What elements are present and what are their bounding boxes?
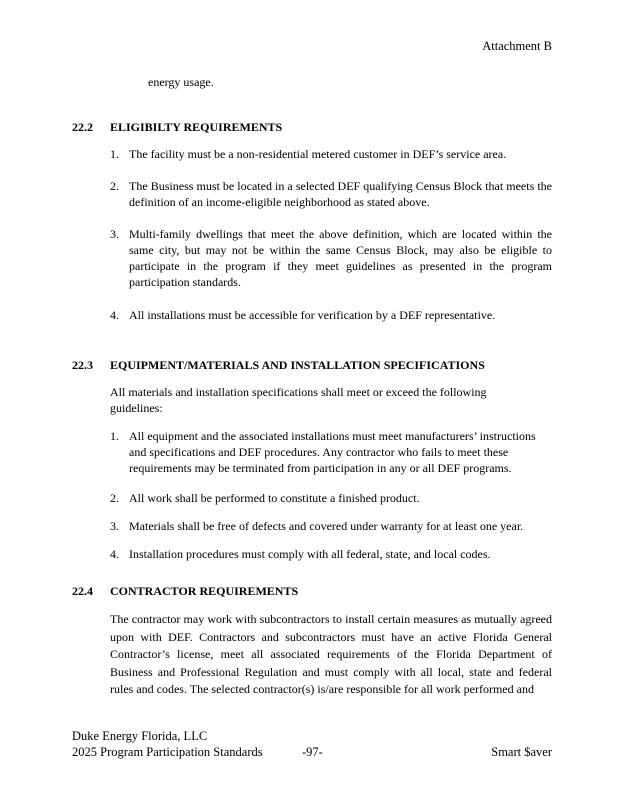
list-item: 2. All work shall be performed to constitute a finished product. xyxy=(110,491,420,505)
section-number: 22.4 xyxy=(72,584,93,598)
section-title: CONTRACTOR REQUIREMENTS xyxy=(110,584,299,598)
list-item: 3. Multi-family dwellings that meet the above definition, which are located within the same city, but may not be within the same Census Block, may also be eligible to participate in the program if they meet guidelines as presented in the program participation standards. xyxy=(110,227,552,289)
footer-document: 2025 Program Participation Standards xyxy=(72,745,263,759)
list-item: 3. Materials shall be free of defects and covered under warranty for at least one year. xyxy=(110,519,524,533)
section-heading-22-3 xyxy=(72,357,485,373)
section-number: 22.2 xyxy=(72,120,93,134)
page-footer xyxy=(72,728,552,760)
continuation-text: energy usage. xyxy=(148,75,214,89)
contractor-requirements-body: The contractor may work with subcontractors to install certain measures as mutually agreed upon with DEF. Contractors and subcontractors must have an active Florida General Contractor’s license, meet all associated requirements of the Florida Department of Business and Professional Regulation and must comply with all local, state and federal rules and codes. The selected contractor(s) is/are responsible for all work performed and xyxy=(110,612,552,696)
section-heading-22-4 xyxy=(72,583,298,599)
list-item: 4. Installation procedures must comply with all federal, state, and local codes. xyxy=(110,547,491,561)
list-item: 1. The facility must be a non-residential metered customer in DEF’s service area. xyxy=(110,147,507,161)
section-title: ELIGIBILTY REQUIREMENTS xyxy=(110,120,283,134)
section-intro: All materials and installation specifications shall meet or exceed the following guidelines: xyxy=(110,385,487,415)
page-number: -97- xyxy=(302,745,323,759)
list-item: 4. All installations must be accessible for verification by a DEF representative. xyxy=(110,308,496,322)
section-number: 22.3 xyxy=(72,358,93,372)
list-item: 1. All equipment and the associated installations must meet manufacturers’ instructions and specifications and DEF procedures. Any contractor who fails to meet these requirements may be terminated from participation in any or all DEF programs. xyxy=(110,429,536,475)
attachment-label: Attachment B xyxy=(482,39,552,53)
section-heading-22-2 xyxy=(72,119,282,135)
list-item: 2. The Business must be located in a selected DEF qualifying Census Block that meets the definition of an income-eligible neighborhood as stated above. xyxy=(110,179,552,209)
section-title: EQUIPMENT/MATERIALS AND INSTALLATION SPECIFICATIONS xyxy=(110,358,485,372)
equipment-list xyxy=(110,428,552,562)
footer-program: Smart $aver xyxy=(491,745,552,759)
eligibility-list xyxy=(110,146,552,323)
footer-company: Duke Energy Florida, LLC xyxy=(72,729,208,743)
